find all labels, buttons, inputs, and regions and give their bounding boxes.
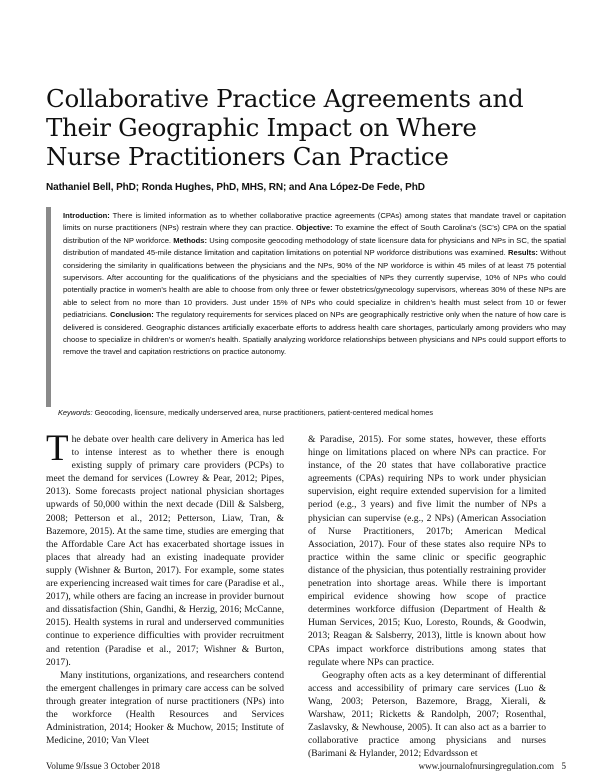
abstract-text — [63, 210, 566, 359]
abstract-objective-text: To examine the effect of South Carolina’s (SC’s) CPA on the spatial distribution of the NP workforce. — [63, 223, 566, 245]
keywords-label: Keywords: — [58, 408, 93, 417]
abstract-conclusion-text: The regulatory requirements for services placed on NPs are geographically restrictive only when the nature of how care is delivered is considered. Geographic distances artificially exacerbate efforts to address health care shortages, particularly among providers who may choose to specialize in children’s or women’s health. Spatially analyzing workforce relationships between physicians and NPs could support efforts to remove the travel and capitation restrictions on practice autonomy. — [63, 310, 566, 357]
body-column-left — [46, 428, 284, 747]
body-paragraph: Many institutions, organizations, and researchers contend the emergent challenges in primary care access can be solved through greater integration of nurse practitioners (NPs) into the workforce (Health Resources and Services Administration, 2014; Hooker & Muchow, 2015; Institute of Medicine, 2010; Van Vleet — [46, 669, 284, 747]
body-paragraph: & Paradise, 2015). For some states, however, these efforts hinge on limitations placed on where NPs can practice. For instance, of the 20 states that have collaborative practice agreements (CPAs) requiring NPs to work under physician supervision, eight require extended supervision for a limited period (e.g., 3 years) and five limit the number of NPs a physician can supervise (e.g., 2 NPs) (American Association of Nurse Practitioners, 2017b; American Medical Association, 2017). Four of these states also require NPs to practice within the same clinic or specific geographic distance of the physician, thus potentially restraining provider penetration into shortage areas. While there is important empirical evidence showing how scope of practice determines workforce diffusion (Department of Health & Human Services, 2015; Kuo, Loresto, Rounds, & Goodwin, 2013; Reagan & Salsberry, 2013), little is known about how CPAs impact workforce distributions among states that regulate where NPs can practice. — [308, 434, 546, 668]
abstract-intro-text: There is limited information as to whether collaborative practice agreements (CPAs) among states that mandate travel or capitation limits on nurse practitioners (NPs) restrain where they can practice. — [63, 211, 566, 233]
drop-cap: T — [46, 428, 69, 469]
abstract-intro-label: Introduction: — [63, 211, 110, 220]
abstract-results-text: Without considering the similarity in qualifications between the physicians and the NPs, 90% of the NP workforce is within 45 miles of at least 75 potential supervisors. After accounting for the qualifications of the physicians and the specialties of NPs they currently supervise, 10% of NPs who could potentially practice in women’s health are able to choose from only three or fewer obstetrics/gynecology supervisors, whereas 30% of these NPs are able to select from no more than 10 providers. Just under 15% of NPs who could specialize in children’s health must select from 10 or fewer pediatricians. — [63, 248, 566, 320]
body-paragraph: Geography often acts as a key determinant of differential access and accessibility of primary care services (Luo & Wang, 2003; Peterson, Bazemore, Bragg, Xierali, & Warshaw, 2011; Ricketts & Randolph, 2007; Rosenthal, Zaslavsky, & Newhouse, 2005). It can also act as a barrier to collaborative practice among physicians and nurses (Barimani & Hylander, 2012; Edvardsson et — [308, 669, 546, 760]
article-authors: Nathaniel Bell, PhD; Ronda Hughes, PhD, MHS, RN; and Ana López-De Fede, PhD — [46, 182, 425, 193]
abstract-results-label: Results: — [507, 248, 538, 258]
abstract-conclusion-label: Conclusion: — [109, 310, 154, 320]
keywords-text: Geocoding, licensure, medically underserved area, nurse practitioners, patient-centered medical homes — [94, 408, 434, 417]
abstract-objective-label: Objective: — [295, 223, 333, 233]
abstract-methods-label: Methods: — [173, 235, 208, 245]
keywords — [58, 408, 578, 417]
abstract-methods-text: Using composite geocoding methodology of state licensure data for physicians and NPs in SC, the spatial distribution of mandated 45-mile distance limitation and capitation limitations on potential NP workforce distributions was examined. — [63, 235, 566, 258]
body-paragraph-text: he debate over health care delivery in America has led to intense interest as to whether there is enough existing supply of primary care providers (PCPs) to meet the demand for services (Lowrey & Pear, 2012; Pipes, 2013). Some forecasts project national physician shortages upwards of 50,000 within the next decade (Dill & Salsberg, 2008; Petterson et al., 2012; Petterson, Liaw, Tran, & Bazemore, 2015). At the same time, studies are emerging that the Affordable Care Act has exacerbated shortage issues in places that already had an existing inadequate provider supply (Wishner & Burton, 2017). For example, some states are experiencing increased wait times for care (Paradise et al., 2017), while others are facing an increase in provider burnout and dissatisfaction (Shin, Gandhi, & Herzig, 2016; McCanne, 2015). Health systems in rural and underserved communities continue to experience difficulties with provider recruitment and retention (Paradise et al., 2017; Wishner & Burton, 2017). — [46, 434, 284, 668]
issue-info: Volume 9/Issue 3 October 2018 — [46, 761, 160, 771]
article-title: Collaborative Practice Agreements and Their Geographic Impact on Where Nurse Practitioners Can Practice — [46, 84, 524, 171]
page-number: 5 — [561, 761, 566, 771]
body-column-right — [308, 433, 546, 760]
body-paragraph — [46, 428, 284, 669]
journal-url[interactable]: www.journalofnursingregulation.com — [418, 761, 554, 771]
page-footer — [46, 761, 566, 773]
abstract-box — [46, 207, 566, 407]
